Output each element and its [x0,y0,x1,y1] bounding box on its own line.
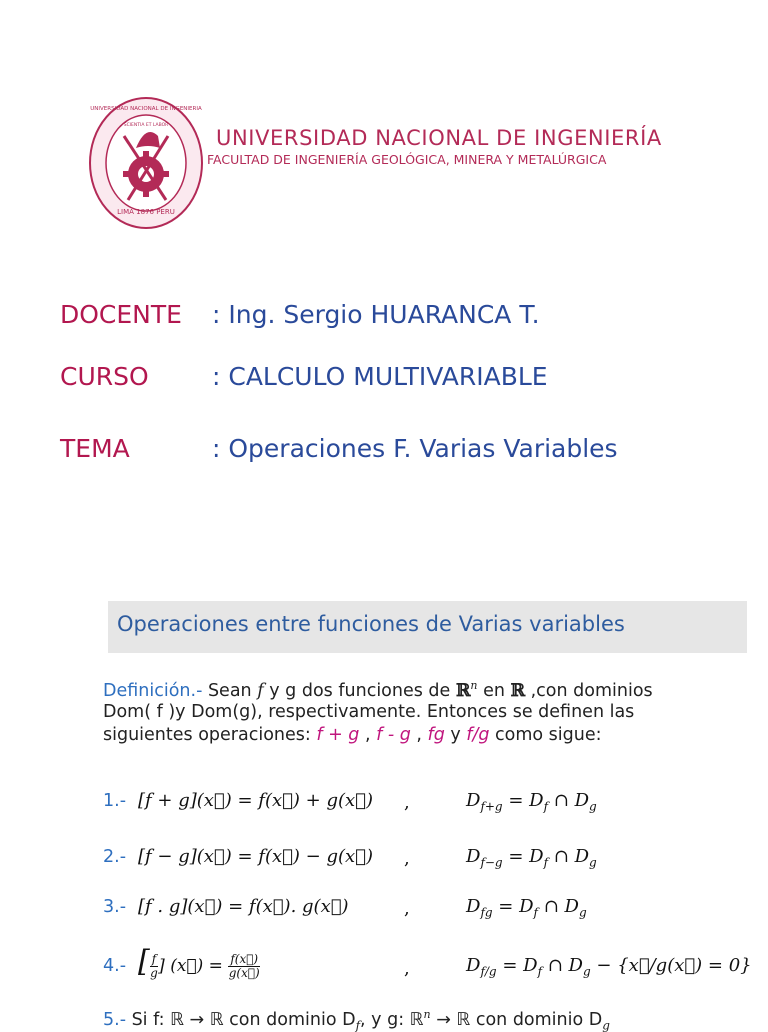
tema-label: TEMA [60,434,130,463]
formula-2-expression: [f − g](x⃗) = f(x⃗) − g(x⃗) [138,846,373,867]
formula-4-comma: , [404,958,410,979]
op-difference: f - g [376,725,411,745]
formula-3-domain: $D_{fg} = D_f$ ∩ $D_g$ [466,896,587,920]
symbol-rn: ℝ [455,680,471,701]
formula-4-number: 4.- [103,956,127,976]
op-product: fg [427,725,445,745]
formula-1-comma: , [404,792,410,813]
definition-line-3 [103,725,602,745]
curso-value: : CALCULO MULTIVARIABLE [212,362,548,391]
tema-value: : Operaciones F. Varias Variables [212,434,618,463]
item-5-line: 5.- Si f: ℝ → ℝ con dominio $D_f$, y g: ℝ$^n$ → ℝ con dominio $D_g$ [103,1008,610,1032]
definition-text: Sean [202,680,258,701]
definition-text: y g dos funciones de [263,680,456,701]
faculty-name: FACULTAD DE INGENIERÍA GEOLÓGICA, MINERA Y METALÚRGICA [207,152,607,167]
section-title: Operaciones entre funciones de Varias variables [117,612,625,636]
seal-ring-text: UNIVERSIDAD NACIONAL DE INGENIERIA [90,106,202,112]
docente-value: : Ing. Sergio HUARANCA T. [212,300,540,329]
formula-1-number: 1.- [103,791,127,811]
separator: , [410,725,428,745]
formula-3-comma: , [404,898,410,919]
definition-text: en [477,680,511,701]
formula-4-domain: $D_{f/g} = D_f$ ∩ $D_g$ − {x⃗/g(x⃗) = 0} [466,955,752,979]
university-name: UNIVERSIDAD NACIONAL DE INGENIERÍA [216,126,662,150]
formula-2-comma: , [404,848,410,869]
definition-text: ,con dominios [525,680,653,701]
docente-label: DOCENTE [60,300,182,329]
university-seal [88,96,204,230]
seal-motto-text: SCIENTIA ET LABOR [123,123,169,128]
separator: , [359,725,377,745]
definition-label: Definición.- [103,680,203,701]
definition-line-2: Dom( f )y Dom(g), respectivamente. Entonces se definen las [103,702,635,722]
definition-line-1 [103,679,653,701]
symbol-f: f [257,680,264,701]
formula-1-expression: [f + g](x⃗) = f(x⃗) + g(x⃗) [138,790,373,811]
definition-text: siguientes operaciones: [103,725,317,745]
op-quotient: f/g [466,725,490,745]
item-5-number: 5.- [103,1009,127,1030]
formula-4-expression: [ $\frac{f}{g}$ ] (x⃗) = $\frac{f(x⃗)}{g(x⃗)}$ [138,944,260,980]
curso-label: CURSO [60,362,149,391]
formula-2-domain: $D_{f-g} = D_f$ ∩ $D_g$ [466,846,597,870]
formula-1-domain: $D_{f+g} = D_f$ ∩ $D_g$ [466,790,597,814]
separator: y [444,725,467,745]
seal-year-text: LIMA 1876 PERU [117,208,175,216]
symbol-n: n [470,679,478,692]
formula-2-number: 2.- [103,847,127,867]
symbol-r: ℝ [510,680,526,701]
op-sum: f + g [316,725,360,745]
formula-3-expression: [f . g](x⃗) = f(x⃗). g(x⃗) [138,896,349,917]
formula-3-number: 3.- [103,897,127,917]
definition-text: como sigue: [489,725,602,745]
